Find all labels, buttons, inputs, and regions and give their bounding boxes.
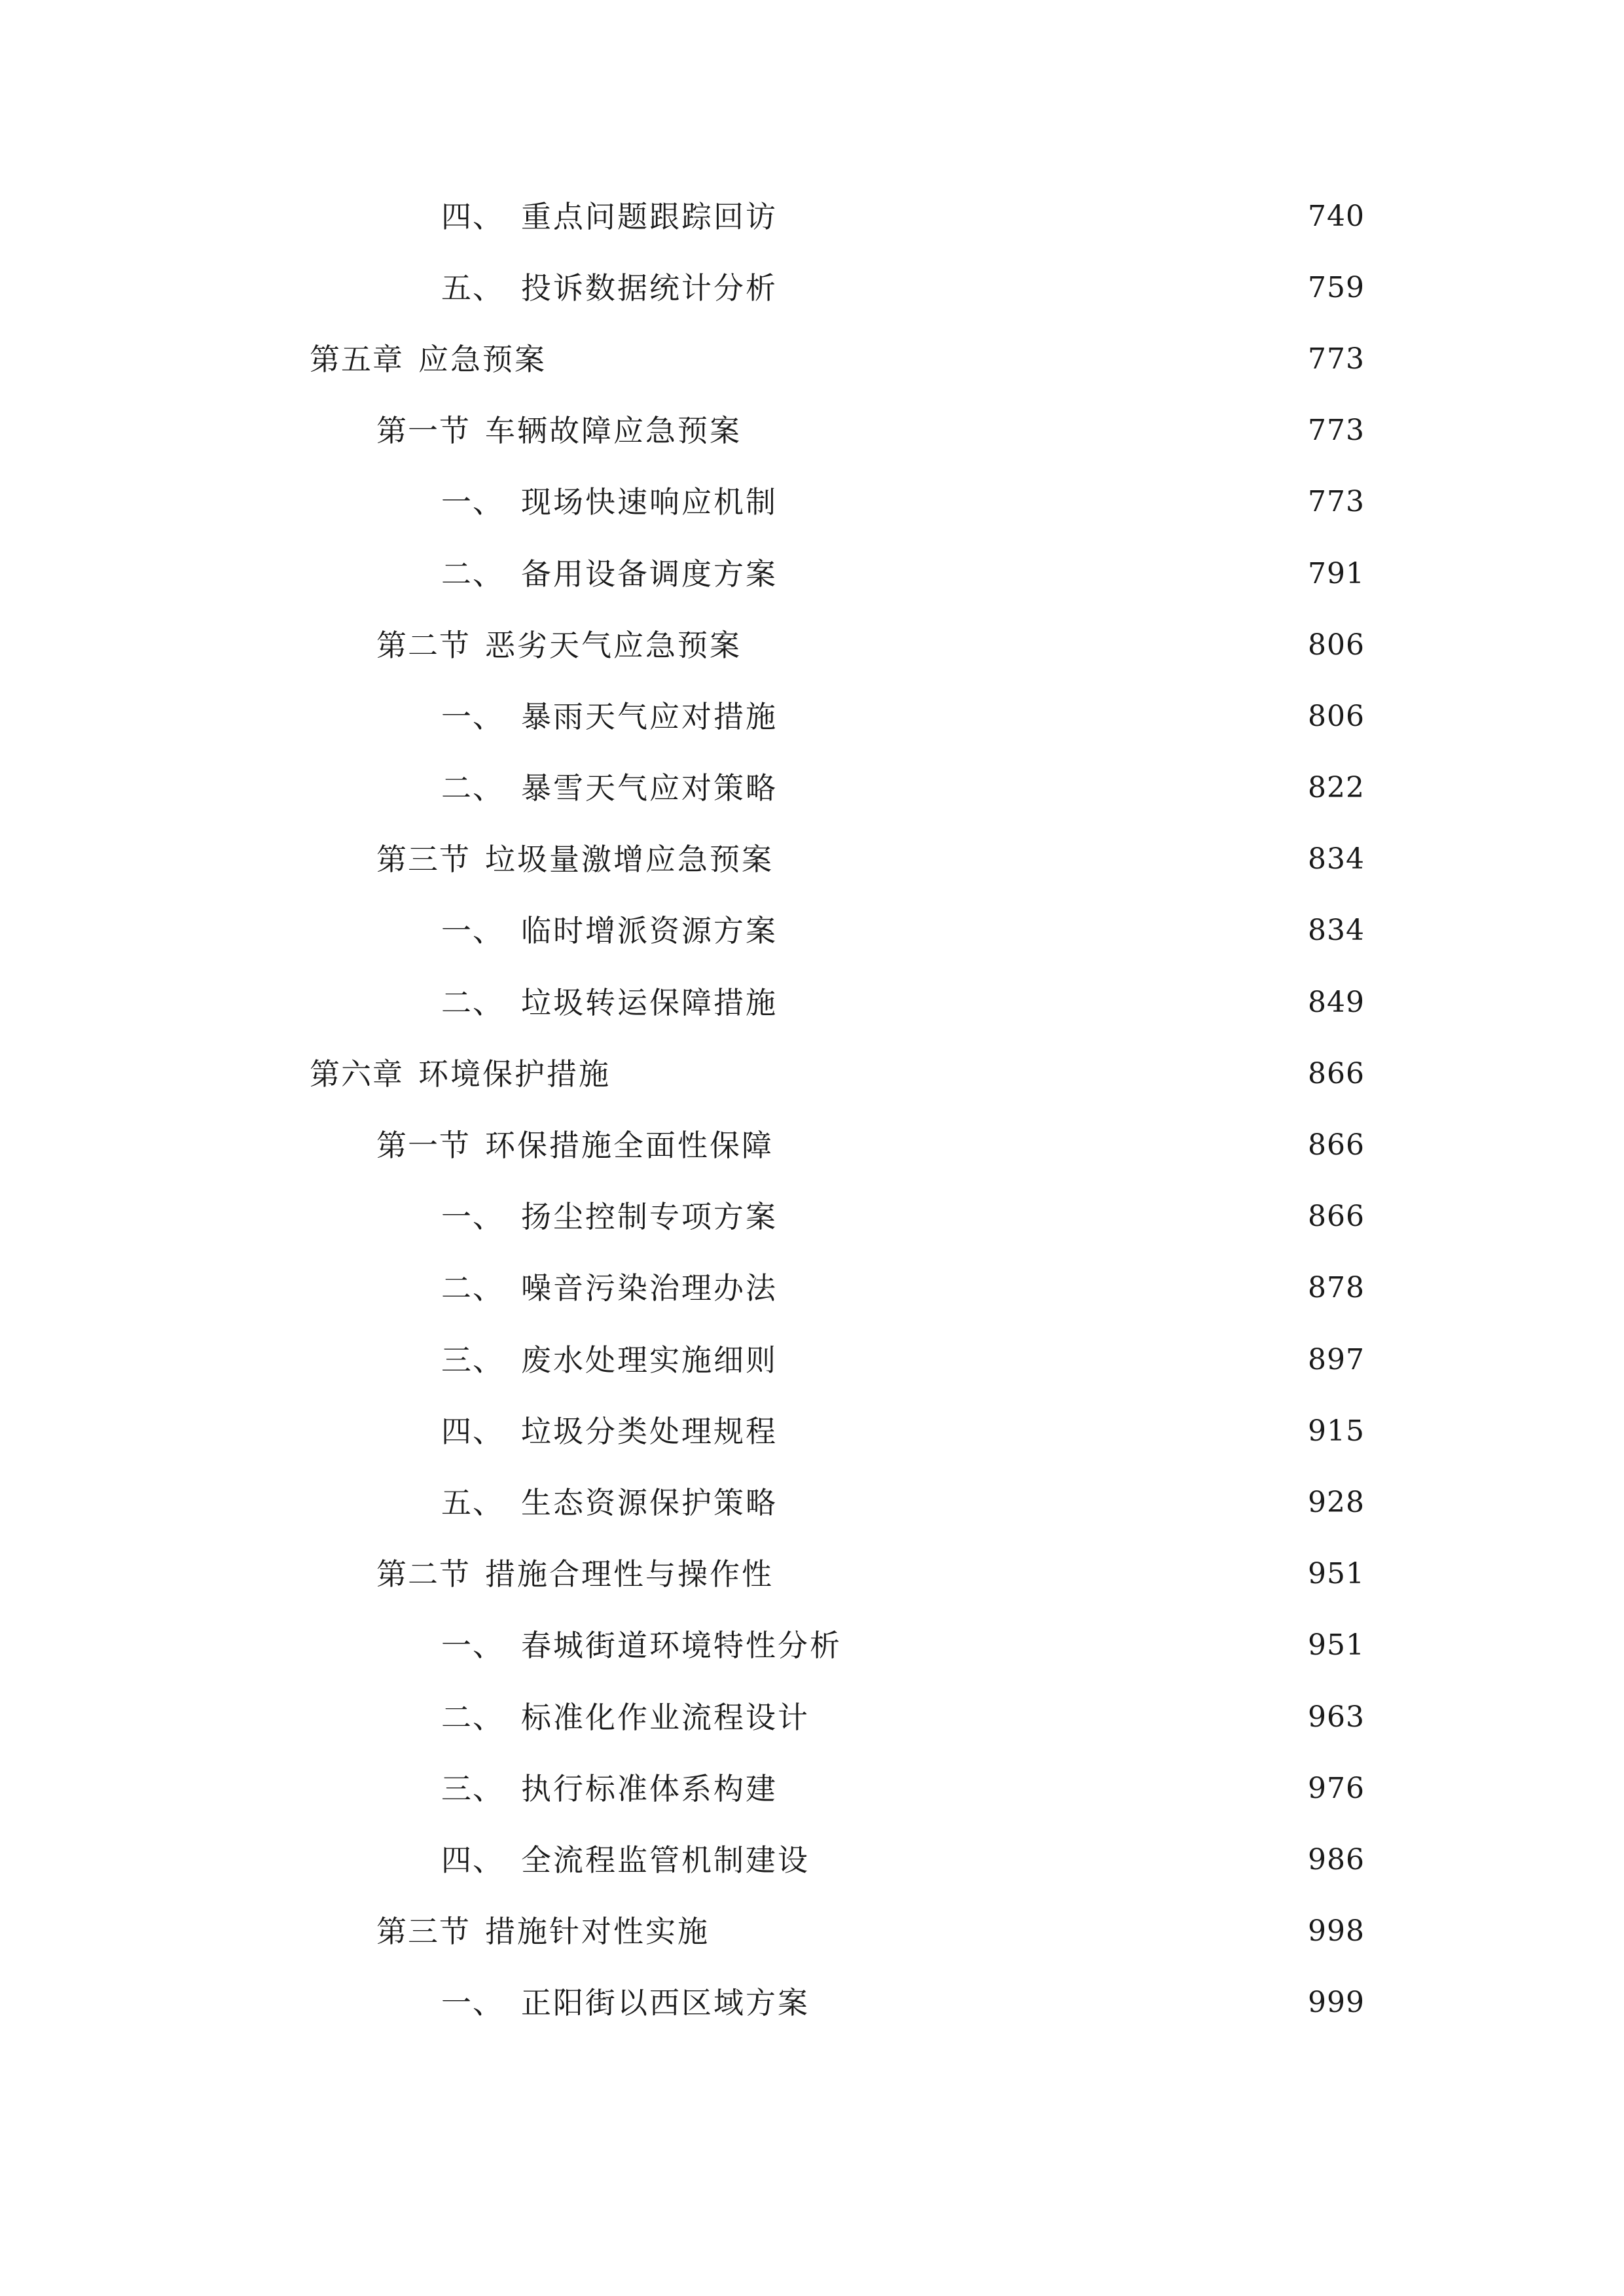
toc-dot-leader xyxy=(788,202,1293,232)
toc-entry-page-number: 806 xyxy=(1308,628,1365,662)
toc-entry-number: 一、 xyxy=(441,1199,504,1235)
toc-entry[interactable] xyxy=(0,753,1624,824)
toc-entry-number: 三、 xyxy=(441,1342,504,1378)
toc-entry-title: 正阳街以西区域方案 xyxy=(521,1985,810,2021)
toc-entry-page-number: 773 xyxy=(1308,485,1365,519)
toc-entry-title: 生态资源保护策略 xyxy=(521,1484,778,1520)
toc-entry-number: 二、 xyxy=(441,556,504,592)
toc-entry-title: 暴雨天气应对措施 xyxy=(521,698,778,734)
toc-entry-title: 措施合理性与操作性 xyxy=(485,1556,774,1592)
toc-entry-title: 标准化作业流程设计 xyxy=(521,1699,810,1735)
toc-entry-title: 扬尘控制专项方案 xyxy=(521,1199,778,1235)
toc-dot-leader xyxy=(788,916,1293,946)
toc-dot-leader xyxy=(621,1059,1293,1089)
toc-entry-number: 五、 xyxy=(441,270,504,306)
toc-entry-number: 二、 xyxy=(441,984,504,1020)
toc-entry[interactable] xyxy=(0,323,1624,395)
toc-entry-page-number: 897 xyxy=(1308,1342,1365,1376)
toc-entry-number: 二、 xyxy=(441,1270,504,1306)
toc-entry-number: 五、 xyxy=(441,1484,504,1520)
toc-dot-leader xyxy=(788,487,1293,517)
toc-dot-leader xyxy=(720,1916,1293,1946)
toc-entry-page-number: 915 xyxy=(1308,1414,1365,1448)
toc-entry-title: 临时增派资源方案 xyxy=(521,913,778,949)
toc-entry[interactable] xyxy=(0,1824,1624,1895)
toc-entry-title: 垃圾分类处理规程 xyxy=(521,1413,778,1449)
toc-entry[interactable] xyxy=(0,895,1624,967)
toc-entry-title: 措施针对性实施 xyxy=(485,1914,710,1950)
toc-entry-title: 环保措施全面性保障 xyxy=(485,1128,774,1164)
toc-entry-number: 一、 xyxy=(441,913,504,949)
toc-entry[interactable] xyxy=(0,181,1624,252)
toc-dot-leader xyxy=(820,1988,1293,2018)
toc-entry-page-number: 999 xyxy=(1308,1986,1365,2020)
toc-entry[interactable] xyxy=(0,1539,1624,1610)
toc-dot-leader xyxy=(752,630,1293,660)
toc-entry-page-number: 759 xyxy=(1308,270,1365,304)
toc-entry-title: 车辆故障应急预案 xyxy=(485,413,742,449)
toc-entry-number: 第一节 xyxy=(376,413,471,449)
toc-entry-number: 第六章 xyxy=(310,1056,404,1092)
toc-dot-leader xyxy=(788,1774,1293,1804)
toc-entry-title: 恶劣天气应急预案 xyxy=(485,627,742,663)
toc-entry-page-number: 849 xyxy=(1308,985,1365,1019)
toc-entry-number: 第五章 xyxy=(310,341,404,377)
toc-entry-page-number: 806 xyxy=(1308,699,1365,733)
toc-entry[interactable] xyxy=(0,467,1624,538)
toc-entry-page-number: 773 xyxy=(1308,414,1365,448)
toc-entry-title: 全流程监管机制建设 xyxy=(521,1842,810,1878)
table-of-contents xyxy=(0,181,1624,2039)
toc-entry[interactable] xyxy=(0,538,1624,609)
toc-entry-page-number: 963 xyxy=(1308,1700,1365,1734)
toc-entry-title: 环境保护措施 xyxy=(418,1056,611,1092)
toc-dot-leader xyxy=(788,1345,1293,1375)
toc-dot-leader xyxy=(788,1416,1293,1446)
toc-entry-number: 二、 xyxy=(441,1699,504,1735)
toc-entry-number: 第三节 xyxy=(376,1914,471,1950)
toc-entry-number: 一、 xyxy=(441,1628,504,1664)
toc-entry[interactable] xyxy=(0,1109,1624,1181)
toc-entry-number: 第一节 xyxy=(376,1128,471,1164)
toc-entry-number: 一、 xyxy=(441,484,504,520)
toc-entry[interactable] xyxy=(0,681,1624,752)
toc-entry-number: 一、 xyxy=(441,698,504,734)
toc-dot-leader xyxy=(788,702,1293,732)
toc-dot-leader xyxy=(788,988,1293,1018)
toc-entry-number: 四、 xyxy=(441,198,504,234)
toc-entry-page-number: 998 xyxy=(1308,1914,1365,1948)
toc-dot-leader xyxy=(788,1273,1293,1303)
toc-entry-title: 垃圾转运保障措施 xyxy=(521,984,778,1020)
toc-entry[interactable] xyxy=(0,1038,1624,1109)
toc-entry-title: 重点问题跟踪回访 xyxy=(521,198,778,234)
toc-entry-title: 垃圾量激增应急预案 xyxy=(485,842,774,878)
toc-entry-page-number: 951 xyxy=(1308,1557,1365,1591)
toc-entry-title: 春城街道环境特性分析 xyxy=(521,1628,842,1664)
toc-dot-leader xyxy=(788,773,1293,803)
toc-entry-title: 应急预案 xyxy=(418,341,547,377)
toc-dot-leader xyxy=(752,416,1293,446)
toc-entry[interactable] xyxy=(0,1467,1624,1538)
toc-entry-title: 现场快速响应机制 xyxy=(521,484,778,520)
toc-dot-leader xyxy=(788,1202,1293,1232)
toc-entry-title: 噪音污染治理办法 xyxy=(521,1270,778,1306)
toc-entry-page-number: 951 xyxy=(1308,1628,1365,1662)
toc-entry-title: 备用设备调度方案 xyxy=(521,556,778,592)
toc-entry-title: 暴雪天气应对策略 xyxy=(521,770,778,806)
toc-entry-page-number: 773 xyxy=(1308,342,1365,376)
toc-entry-page-number: 866 xyxy=(1308,1128,1365,1162)
toc-entry[interactable] xyxy=(0,824,1624,895)
toc-entry-page-number: 976 xyxy=(1308,1771,1365,1805)
toc-entry[interactable] xyxy=(0,1181,1624,1253)
toc-entry-number: 一、 xyxy=(441,1985,504,2021)
toc-dot-leader xyxy=(784,1130,1293,1160)
toc-entry[interactable] xyxy=(0,1395,1624,1467)
toc-entry[interactable] xyxy=(0,1681,1624,1753)
toc-entry-title: 投诉数据统计分析 xyxy=(521,270,778,306)
toc-entry-number: 第二节 xyxy=(376,627,471,663)
toc-entry-number: 第三节 xyxy=(376,842,471,878)
toc-entry-number: 四、 xyxy=(441,1413,504,1449)
toc-entry-number: 三、 xyxy=(441,1770,504,1806)
toc-entry-title: 执行标准体系构建 xyxy=(521,1770,778,1806)
toc-entry[interactable] xyxy=(0,609,1624,681)
toc-entry[interactable] xyxy=(0,395,1624,467)
toc-entry-page-number: 866 xyxy=(1308,1200,1365,1234)
toc-dot-leader xyxy=(788,273,1293,303)
toc-dot-leader xyxy=(820,1702,1293,1732)
toc-entry[interactable] xyxy=(0,1753,1624,1824)
toc-dot-leader xyxy=(784,1559,1293,1589)
toc-entry-title: 废水处理实施细则 xyxy=(521,1342,778,1378)
toc-entry-page-number: 986 xyxy=(1308,1842,1365,1876)
toc-entry-number: 第二节 xyxy=(376,1556,471,1592)
toc-dot-leader xyxy=(788,559,1293,589)
toc-entry[interactable] xyxy=(0,967,1624,1038)
toc-entry-page-number: 878 xyxy=(1308,1271,1365,1305)
toc-entry[interactable] xyxy=(0,1896,1624,1967)
toc-dot-leader xyxy=(788,1488,1293,1518)
toc-entry[interactable] xyxy=(0,252,1624,323)
toc-entry-page-number: 834 xyxy=(1308,842,1365,876)
toc-entry-page-number: 740 xyxy=(1308,199,1365,233)
toc-entry-number: 四、 xyxy=(441,1842,504,1878)
toc-dot-leader xyxy=(852,1630,1293,1660)
toc-entry[interactable] xyxy=(0,1967,1624,2039)
toc-dot-leader xyxy=(557,344,1293,374)
toc-entry-page-number: 834 xyxy=(1308,914,1365,948)
toc-entry-page-number: 822 xyxy=(1308,771,1365,805)
toc-entry-page-number: 791 xyxy=(1308,556,1365,590)
toc-entry[interactable] xyxy=(0,1610,1624,1681)
toc-entry[interactable] xyxy=(0,1253,1624,1324)
toc-dot-leader xyxy=(820,1845,1293,1875)
toc-entry[interactable] xyxy=(0,1324,1624,1395)
toc-entry-page-number: 928 xyxy=(1308,1485,1365,1519)
toc-entry-number: 二、 xyxy=(441,770,504,806)
toc-entry-page-number: 866 xyxy=(1308,1056,1365,1090)
toc-dot-leader xyxy=(784,844,1293,874)
